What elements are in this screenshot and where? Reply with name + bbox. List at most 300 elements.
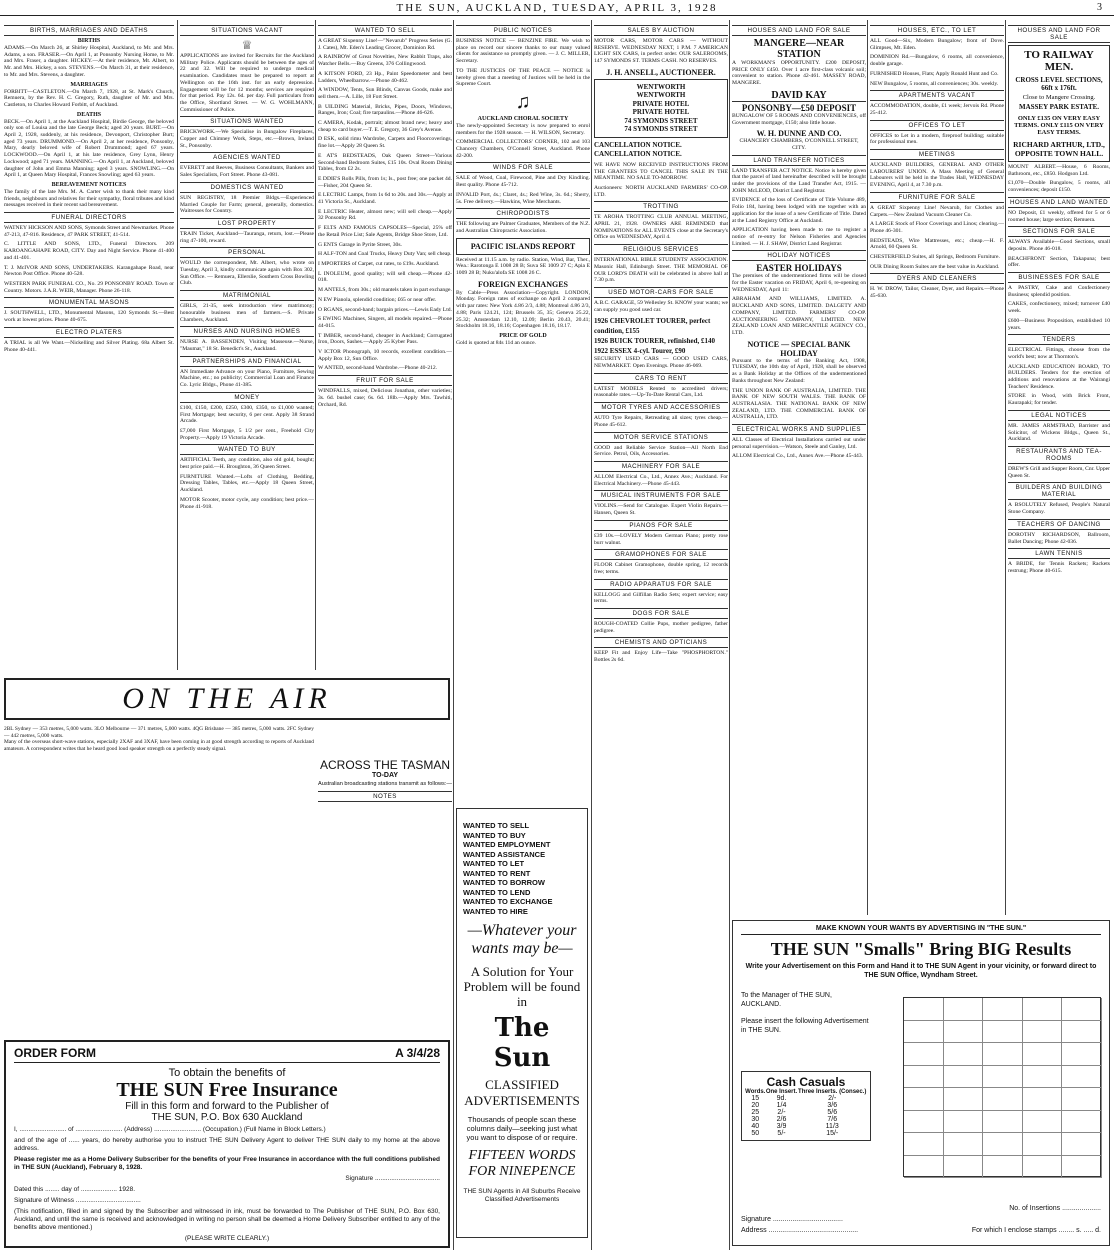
cash-cell: 7/6: [827, 1116, 838, 1123]
ad-text: ABRAHAM AND WILLIAMS, LIMITED. A. BUCKLAND AND SONS, LIMITED. DALGETY AND COMPANY, LIMITED. FARMERS' CO-OP. AUCTIONEERING COMPANY, LIMITED. NEW ZEALAND LOAN AND MERCANTILE AGENCY CO., LTD.: [732, 296, 866, 336]
wanted-item: WANTED EMPLOYMENT: [463, 840, 551, 849]
classified-ad: I MPORTERS of Carpet, cut rates, to £19s. Auckland.: [318, 260, 440, 267]
wentworth-line: PRIVATE HOTEL: [632, 108, 690, 117]
word-cell[interactable]: [944, 1133, 984, 1156]
word-cell[interactable]: [944, 998, 984, 1021]
classified-ad: S EWING Machines, Singers, all models repaired.—Phone 44-015.: [318, 316, 452, 329]
wanted-item: WANTED TO RENT: [463, 868, 531, 878]
masthead-title: THE SUN, AUCKLAND, TUESDAY, APRIL 3, 1928: [396, 2, 718, 14]
ad-text: AUCKLAND EDUCATION BOARD, TO BUILDERS. Tenders for the erection of additions and renovations at the Wairangi Teachers' Residence.: [1008, 363, 1110, 390]
smalls-make: MAKE KNOWN YOUR WANTS BY ADVERTISING IN "THE SUN.": [741, 925, 1101, 935]
smalls-to: To the Manager of THE SUN, AUCKLAND.: [741, 992, 832, 1008]
word-cell[interactable]: [904, 1156, 944, 1179]
sun-smalls-form: [732, 920, 1110, 1246]
ad-price: ONLY £135 ON VERY EASY TERMS. ONLY £115 ON VERY EASY TERMS.: [1014, 115, 1104, 136]
word-cell[interactable]: [904, 1088, 944, 1111]
ad-text: FURNISHED Houses, Flats; Apply Ronald Hunt and Co.: [870, 70, 999, 77]
section-head: TENDERS: [1008, 334, 1110, 345]
sub-head: DEATHS: [76, 111, 102, 118]
ad-text: NO Deposit, £1 weekly, offered for 5 or 6 roomed house; large section; Remuera.: [1008, 209, 1110, 223]
car-listing: 1926 CHEVROLET TOURER, perfect condition, £155: [594, 317, 711, 336]
ad-text: C. LITTLE AND SONS, LTD., Funeral Directors. 209 KAROANGAHAPE ROAD, CITY. Day and Night Service. Phone 41-400 and 41-401.: [4, 241, 174, 261]
address-row: [741, 1225, 1101, 1236]
section-head: PARTNERSHIPS AND FINANCIAL: [180, 356, 314, 367]
word-cell[interactable]: [1023, 1021, 1063, 1044]
column-rule: [177, 20, 178, 670]
section-head: SALES BY AUCTION: [594, 25, 728, 36]
word-cell[interactable]: [1062, 1043, 1102, 1066]
column-rule: [591, 20, 592, 1250]
column-2: [180, 22, 314, 674]
wanted-item: WANTED ASSISTANCE: [463, 849, 546, 859]
section-head: RADIO APPARATUS FOR SALE: [594, 579, 728, 590]
word-cell[interactable]: [944, 1111, 984, 1134]
order-line: THE SUN, P.O. Box 630 Auckland: [151, 1112, 303, 1123]
signature-field[interactable]: Signature ....................................: [741, 1216, 843, 1223]
word-cell[interactable]: [1023, 1088, 1063, 1111]
crest-icon: ♕: [241, 38, 253, 52]
word-cell[interactable]: [904, 1066, 944, 1089]
section-head: ELECTRICAL WORKS AND SUPPLIES: [732, 424, 866, 435]
column-7: [870, 22, 1004, 917]
section-head: MACHINERY FOR SALE: [594, 461, 728, 472]
cash-cell: 20: [751, 1102, 760, 1109]
estate-name: MASSEY PARK ESTATE.: [1018, 103, 1100, 111]
cash-cell: 11/3: [825, 1123, 839, 1130]
classified-ad: E DDIE'S Rolls Pills, from 1s; Is., post free; one packet 4d.—Fisher, 204 Queen St.: [318, 175, 452, 189]
ad-text: H. W. DROW, Tailor, Cleaner, Dyer, and Repairs.—Phone 45-630.: [870, 286, 1004, 300]
word-cell[interactable]: [1062, 1156, 1102, 1179]
classified-ad: N EW Pianola, splendid condition; £65 or near offer.: [318, 296, 437, 303]
section-head: HOUSES, ETC., TO LET: [870, 25, 1004, 36]
section-head: AGENCIES WANTED: [180, 152, 314, 163]
ad-text: THE UNION BANK OF AUSTRALIA, LIMITED. THE BANK OF NEW SOUTH WALES. THE BANK OF AUSTRALASIA. THE NATIONAL BANK OF NEW ZEALAND, LTD. THE COMMERCIAL BANK OF AUSTRALIA, LTD.: [732, 387, 866, 421]
wanted-item: WANTED TO LEND: [463, 887, 531, 897]
classified-ad: A WINDOW, Tents, Sun Blinds, Canvas Goods, make and sell them.—A. Lille, 18 Fort Street.: [318, 87, 452, 100]
wentworth-line: PRIVATE HOTEL: [632, 99, 690, 108]
ad-title: NOTICE — SPECIAL BANK HOLIDAY: [747, 339, 851, 358]
wanted-item: WANTED TO HIRE: [463, 906, 528, 916]
ad-text: DREW'S Grill and Supper Room, Cnr. Upper Queen St.: [1008, 465, 1110, 479]
order-clearly: (PLEASE WRITE CLEARLY.): [184, 1235, 270, 1242]
section-head: MOTOR SERVICE STATIONS: [594, 432, 728, 443]
tasman-intro: Australian broadcasting stations transmit as follows:—: [318, 781, 452, 787]
notice-text: BECK.—On April 1, at the Auckland Hospital, Birdie George, the beloved only son of Louisa and the late George Beck; aged 20 years. BURT.—On April 2, 1928, suddenly, at his residence, Devonport, Christopher Burt; aged 73 years. DRUMMOND.—On April 2, at her residence, Ponsonby, Mary, dearly beloved wife of Robert Drummond; aged 67 years. LOCKWOOD.—On April 1, at his late residence, Grey Lynn, Henry Lockwood; aged 71 years. MANNING.—On April 1, at Auckland, beloved daughter of John and Emma Manning; aged 3 years. SNOWLING.—On April 1, at Queen Mary Hospital, Frances Snowling; aged 63 years.: [4, 118, 174, 179]
sub-head: BEREAVEMENT NOTICES: [51, 181, 127, 188]
section-head: HOLIDAY NOTICES: [732, 250, 866, 261]
cash-casuals: [741, 1071, 871, 1141]
radio-text: [4, 726, 314, 753]
ad-text: ALLOM Electrical Co., Ltd., Annex Ave.; Auckland. For Electrical Machinery.—Phone 45-443.: [594, 473, 728, 487]
ad-text: J. SOUTHWELL, LTD., Monumental Masons, 120 Symonds St.—Best work at lowest prices. Phone 40-675.: [4, 310, 174, 324]
word-cell[interactable]: [983, 1088, 1023, 1111]
ad-text: CAKES, confectionery, mixed; turnover £40 week.: [1008, 301, 1110, 315]
cash-cell: 2/-: [777, 1109, 786, 1116]
ad-text: The newly-appointed Secretary is now prepared to enrol members for the 1928 season. — H. WILSON, Secretary.: [456, 122, 590, 136]
ad-text: FLOOR Cabinet Gramophone, double spring, 12 records free; terms.: [594, 562, 728, 575]
ad-text: SUN REGISTRY, 18 Premier Bldgs.—Experienced Married Couple for Farm; general, generally, domestics. Waitresses for Country.: [180, 194, 314, 215]
section-head: WANTED TO BUY: [180, 444, 314, 455]
tasman-text: 2BL Sydney — 353 metres, 5,000 watts. 3LO Melbourne — 371 metres, 5,000 watts. 4QG Brisbane — 385 metres, 5,000 watts. 2FC Sydney — 442 metres, 5,000 watts.: [4, 726, 314, 739]
ad-text: ALL Classes of Electrical Installations carried out under personal supervision.—Watson, Steele and Ganley, Ltd.: [732, 437, 866, 450]
word-cell[interactable]: [904, 1133, 944, 1156]
ad-text: ELECTRICAL Fittings, choose from the world's best; now at Thornton's.: [1008, 347, 1110, 360]
word-cell[interactable]: [983, 1021, 1023, 1044]
ad-text: T. J. McIVOR AND SONS, UNDERTAKERS. Karangahape Road, near Newton Post Office. Phone 40-528.: [4, 264, 174, 278]
word-cell[interactable]: [1023, 1156, 1063, 1179]
classified-ad: L INOLEUM, good quality; will sell cheap.—Phone 42-018.: [318, 270, 452, 284]
order-line: Fill in this form and forward to the Publisher of: [125, 1101, 329, 1112]
word-cell[interactable]: [1062, 1066, 1102, 1089]
ad-text: LAND TRANSFER ACT NOTICE. Notice is hereby given that the parcel of land hereinafter described will be brought under the provisions of the Land Transfer Act, 1915. — JOHN McLEOD, District Land Registrar.: [732, 167, 866, 194]
order-please: Please register me as a Home Delivery Subscriber for the benefits of your Free Insurance in accordance with the full conditions published in THE SUN (Auckland), February 8, 1928.: [14, 1156, 440, 1171]
section-head: HOUSES AND LAND FOR SALE: [732, 25, 866, 36]
ad-text: Pursuant to the terms of the Banking Act, 1908, TUESDAY, the 10th day of April, 1928, shall be observed as a Bank Holiday at the Offices of the undermentioned Banks throughout New Zealand:: [732, 357, 866, 384]
section-head: BIRTHS, MARRIAGES AND DEATHS: [4, 25, 174, 36]
classified-ad: E AT'S BEDSTEADS, Oak Queen Street—Various Second-hand Bedroom Suites, £15 10s. Oval Room Dining Tables, from £2 2s.: [318, 152, 452, 173]
order-form-label: ORDER FORM: [14, 1046, 96, 1060]
wentworth-line: 74 SYMONDS STREET: [624, 125, 698, 134]
word-cell[interactable]: [904, 998, 944, 1021]
cash-row: [745, 1102, 867, 1109]
enclose-field[interactable]: For which I enclose stamps ........ s. ..... d.: [971, 1227, 1101, 1234]
word-cell[interactable]: [1023, 1133, 1063, 1156]
word-cell[interactable]: [1062, 1133, 1102, 1156]
classified-ad: E LECTRIC Lamps, from 1s 6d to 20s. and 30s.—Apply at 41 Victoria St., Auckland.: [318, 192, 452, 206]
ad-text: WE HAVE NOW RECEIVED INSTRUCTIONS FROM THE GRANTEES TO CANCEL THIS SALE IN THE MEANTIME. NO SALE TO-MORROW.: [594, 161, 728, 182]
word-cell[interactable]: [983, 1111, 1023, 1134]
ad-text: ACCOMMODATION, double, £1 week; Jervois Rd. Phone 25-412.: [870, 103, 1004, 116]
ad-text: WATNEY HICKSON AND SONS, Symonds Street and Newmarket. Phone 47-213, 47-816. Residence, 47 PARK STREET, 41-514.: [4, 225, 174, 238]
ad-text: £7,000 First Mortgage, 5 1/2 per cent., Freehold City Property.—Apply 19 Victoria Arcade.: [180, 427, 314, 441]
cash-title: Cash Casuals: [766, 1075, 846, 1089]
used-cars-list: [594, 316, 728, 356]
order-note: (This notification, filled in and signed by the Subscriber and witnessed in ink, must be forwarded to The Publisher of THE SUN, P.O. Box 630, Auckland, and until the same is received and acknowledged in writing no person shall be deemed a Home Delivery Subscriber entitled to any of the benefits above mentioned.): [14, 1208, 440, 1231]
railway-men-ad: [1008, 45, 1110, 162]
section-head: SITUATIONS WANTED: [180, 116, 314, 127]
column-5: [594, 22, 728, 1247]
section-head: CARS TO RENT: [594, 373, 728, 384]
wanted-item: WANTED TO BORROW: [463, 878, 545, 887]
word-cell[interactable]: [1062, 1111, 1102, 1134]
wanted-item: WANTED TO SELL: [463, 821, 530, 830]
solution-line: A Solution for Your Problem will be found in: [463, 964, 581, 1009]
classified-ad: D ESK, solid rimu Wardrobe, Carpets and Floorcoverings, fine lot.—Apply 28 Queen St.: [318, 136, 452, 150]
column-1: [4, 22, 174, 674]
order-signature[interactable]: Signature ....................................: [345, 1175, 440, 1182]
section-head: NOTES: [318, 791, 452, 802]
cash-col-header: One Insert.: [765, 1089, 798, 1095]
cash-row: [745, 1130, 867, 1137]
section-head: MATRIMONIAL: [180, 290, 314, 301]
ad-text: NEW Bungalow, 5 rooms, all conveniences; 30s. weekly.: [870, 80, 999, 87]
auctioneer: J. H. ANSELL, AUCTIONEER.: [606, 67, 716, 77]
cash-cell: 5/6: [827, 1109, 838, 1116]
order-big-title: THE SUN Free Insurance: [116, 1079, 338, 1101]
cash-cell: 30: [751, 1116, 760, 1123]
cash-cell: 15: [751, 1095, 760, 1102]
cash-cell: 2/6: [776, 1116, 787, 1123]
section-head: USED MOTOR-CARS FOR SALE: [594, 287, 728, 298]
cash-row: [745, 1095, 867, 1102]
section-head: LEGAL NOTICES: [1008, 410, 1110, 421]
address-field[interactable]: Address ..............................................: [741, 1227, 859, 1234]
ad-text: STORE in Wood, with Brick Front, Kaurapaki; for tender.: [1008, 393, 1110, 407]
agent-address: CHANCERY CHAMBERS, O'CONNELL STREET, CITY.: [739, 138, 859, 151]
word-cell[interactable]: [1023, 998, 1063, 1021]
wentworth-line: 74 SYMONDS STREET: [624, 116, 698, 125]
ad-text: ALWAYS Available—Good Sections, small deposits. Phone 46-018.: [1008, 239, 1110, 252]
cash-cell: 3/9: [776, 1123, 787, 1130]
section-head: ELECTRO PLATERS: [4, 327, 174, 338]
section-head: SITUATIONS VACANT: [180, 25, 314, 36]
ad-text: ALLOM Electrical Co., Ltd., Annex Ave.—Phone 45-443.: [732, 453, 864, 460]
ad-text: ALL Good—Six, Modern Bungalow; front of Dove. Glimpses, Mt. Eden.: [870, 38, 1004, 51]
notes-text: Many of the overseas short-wave stations, especially 2XAF and 3XAF, have been coming in at good strength according to reports of Auckland amateurs. A correspondent writes that he heard good loud speaker strength on a perfectly steady signal.: [4, 739, 314, 753]
section-head: TROTTING: [594, 201, 728, 212]
ad-text: INVALID Port, 4s.; Claret, 4s.; Red Wine, 3s. 6d.; Sherry, 5s. Free delivery.—Hawkins, Wine Merchants.: [456, 191, 590, 205]
word-cell[interactable]: [904, 1021, 944, 1044]
column-rule: [867, 20, 868, 915]
whatever-line: —Whatever your wants may be—: [467, 922, 577, 957]
sub-head: AUCKLAND CHORAL SOCIETY: [477, 115, 569, 122]
cancellation-notice: [594, 141, 728, 159]
column-rule: [315, 20, 316, 670]
ad-text: A GREAT Sixpenny Line! Nevarub, for Clothes and Carpets.—New Zealand Vacuum Cleaner Co.: [870, 204, 1004, 218]
ad-text: A.B.C. GARAGE, 59 Wellesley St. KNOW your wants; we can supply you good used car.: [594, 299, 728, 313]
choral-emblem-icon: ♫: [515, 90, 531, 113]
masthead: [0, 0, 1114, 16]
page-number: 3: [1097, 2, 1102, 13]
classified-line: CLASSIFIED ADVERTISEMENTS: [464, 1077, 580, 1108]
cash-row: [745, 1109, 867, 1116]
wanted-item: WANTED TO BUY: [463, 830, 526, 840]
classified-ad: H ALF-TON and Coal Trucks, Heavy Duty Van; sell cheap.: [318, 251, 452, 258]
car-listing: 1926 BUICK TOURER, refinished, £140: [594, 337, 715, 346]
column-rule: [729, 20, 730, 1250]
section-head: GRAMOPHONES FOR SALE: [594, 549, 728, 560]
cancel-line: CANCELLATION NOTICE.: [594, 140, 682, 149]
advertisement-grid[interactable]: [903, 997, 1101, 1177]
cash-row: [745, 1123, 867, 1130]
column-6: [732, 22, 866, 917]
section-head: RESTAURANTS AND TEA-ROOMS: [1008, 446, 1110, 464]
ad-text: A PASTRY, Cake and Confectionery Business; splendid position.: [1008, 285, 1110, 298]
classified-ad: G ENTS Garage in Pyrite Street, 30s.: [318, 241, 402, 248]
section-head: MUSICAL INSTRUMENTS FOR SALE: [594, 490, 728, 501]
word-cell[interactable]: [944, 1088, 984, 1111]
section-head: PIANOS FOR SALE: [594, 520, 728, 531]
ad-text: BEACHFRONT Section, Takapuna; best offer.: [1008, 255, 1110, 269]
ad-text: AN Immediate Advance on your Piano, Furniture, Sewing Machine, etc.; no publicity; Commercial Loan and Finance Co. Lyric Bldgs., Phone 41-385.: [180, 368, 314, 389]
tasman-title: ACROSS THE TASMAN: [319, 758, 451, 772]
ad-text: Auctioneers: NORTH AUCKLAND FARMERS' CO-OP. LTD.: [594, 184, 728, 198]
ad-text: MR. JAMES ARMSTRAD, Barrister and Solicitor, of Wickens Bldgs., Queen St., Auckland.: [1008, 422, 1110, 443]
fifteen-words: FIFTEEN WORDS FOR NINEPENCE: [468, 1148, 576, 1179]
ad-title: MANGERE—NEAR STATION: [753, 38, 845, 60]
ad-text: A TRIAL is all We Want.—Nickelling and Silver Plating. 68a Albert St. Phone 40-441.: [4, 339, 174, 353]
sub-head: MARRIAGES: [70, 81, 108, 88]
ad-text: OUR Dining Room Suites are the best value in Auckland.: [870, 263, 1000, 270]
wentworth-line: WENTWORTH: [636, 82, 686, 91]
cash-cell: 15/-: [826, 1130, 839, 1137]
cash-cell: 1/4: [776, 1102, 787, 1109]
column-4: [456, 22, 590, 802]
ad-text: OFFICES to Let in a modern, fireproof building; suitable for professional men.: [870, 132, 1004, 146]
ad-text: WESTERN PARK FUNERAL CO., No. 29 PONSONBY ROAD. Town or Country. Motors. J.A.R. WEIR, Manager. Phone 26-118.: [4, 280, 174, 294]
ad-title: EASTER HOLIDAYS: [756, 263, 842, 274]
wanted-item: WANTED TO LET: [463, 859, 525, 868]
section-head: PUBLIC NOTICES: [456, 25, 590, 36]
ad-text: SECURITY USED CARS — GOOD USED CARS, NEWMARKET. Open Evenings. Phone 46-069.: [594, 356, 728, 370]
section-head: CHEMISTS AND OPTICIANS: [594, 637, 728, 648]
ad-text: AUCKLAND BUILDERS, GENERAL AND OTHER LABOURERS' UNION. A Mass Meeting of General Labourers will be held in the Trades Hall, WEDNESDAY EVENING, April 4, at 7.30 p.m.: [870, 162, 1004, 189]
ad-text: £1,070—Double Bungalow, 5 rooms, all conveniences; deposit £150.: [1008, 180, 1110, 194]
wanted-item: WANTED TO EXCHANGE: [463, 897, 553, 906]
section-head: WANTED TO SELL: [318, 25, 452, 36]
section-head: LOST PROPERTY: [180, 218, 314, 229]
pacific-report: [456, 238, 590, 255]
classified-ad: A RAINBOW of Great Novelties, New Rabbit Traps, also Watcher Bells.—Buy Greens, 376 Collingwood.: [318, 54, 452, 68]
classified-ad: O RGANS, second-hand; bargain prices.—Lewis Eady Ltd.: [318, 306, 452, 313]
ad-text: CHESTERFIELD Suites, all Springs, Bedroom Furniture.: [870, 254, 1000, 261]
classified-ad: E LECTRIC Heater, almost new; will sell cheap.—Apply 32 Ponsonby Rd.: [318, 208, 452, 222]
ad-text: DOMINION Rd.—Bungalow, 6 rooms, all convenience, double garage.: [870, 54, 1004, 68]
word-cell[interactable]: [983, 998, 1023, 1021]
ad-text: A LARGE Stock of Floor Coverings and Linos; clearing.—Phone 46-301.: [870, 221, 1004, 234]
smalls-please: Please insert the following Advertisement in THE SUN.: [741, 1018, 869, 1034]
word-cell[interactable]: [1023, 1066, 1063, 1089]
word-cell[interactable]: [983, 1156, 1023, 1179]
ad-text: WOULD the correspondent, Mt. Albert, who wrote on Tuesday, April 3, kindly communicate again with Box 302, Sun Office. — Remuera, Ellerslie, Southern Cross Bowling Club.: [180, 260, 314, 287]
sun-logo: The Sun: [493, 1013, 551, 1073]
car-listing: 1922 ESSEX 4-cyl. Tourer, £90: [594, 347, 686, 356]
ad-text: GOOD and Reliable Service Station—All North End Service. Petrol, Oils, Accessories.: [594, 444, 728, 458]
ad-text: The premises of the undermentioned firms will be closed for the Easter vacation on FRIDAY, April 6, re-opening on WEDNESDAY, April 11:: [732, 273, 866, 293]
word-cell[interactable]: [983, 1043, 1023, 1066]
section-head: TEACHERS OF DANCING: [1008, 519, 1110, 530]
section-head: CHIROPODISTS: [456, 208, 590, 219]
sun-classified-ad: [456, 808, 588, 1238]
section-head: MONUMENTAL MASONS: [4, 297, 174, 308]
ad-text: COMMERCIAL COLLECTORS' CORNER, 102 and 103 Chancery Chambers, O'Connell Street, Auckland. Phone 42-200.: [456, 139, 590, 159]
smalls-footer: [741, 1203, 1101, 1236]
section-head: FURNITURE FOR SALE: [870, 192, 1004, 203]
ad-text: KELLOGG and Gilfillan Radio Sets; expert service; easy terms.: [594, 591, 728, 605]
word-cell[interactable]: [904, 1043, 944, 1066]
cash-cell: 25: [751, 1109, 760, 1116]
section-head: FRUIT FOR SALE: [318, 375, 452, 386]
word-cell[interactable]: [944, 1043, 984, 1066]
classified-ad: C AMERA, Kodak, portrait; almost brand new; heavy and cheap to card buyer.—T. E. Gregory, 36 Grey's Avenue.: [318, 120, 452, 133]
ad-text: APPLICATION having been made to me to register a notice of re-entry for Nelson Fisheries and Agencies Limited. — H. J. SHAW, District Land Registrar.: [732, 227, 866, 247]
ad-text: £100, £150, £200, £250, £300, £350, to £1,000 wanted; First Mortgage; best security, 6 per cent. Apply 38 Strand Arcade.: [180, 404, 314, 425]
pacific-text: Received at 11.15 a.m. by radio. Station, Wind, Bar, Ther., Wea.: Rarotonga E 1008 28 B; Suva SE 1009 27 C; Apia E 1009 28 B; Nuku'alofa SE 1008 26 C.: [456, 256, 590, 277]
order-fields[interactable]: I, .......................... of .......................... (Address) .......................... (Occupation.) (Full Name in Block Letters.): [14, 1126, 326, 1133]
cash-cell: 2/-: [828, 1095, 837, 1102]
ad-text: THE following are Palmer Graduates, Members of the N.Z. and Australian Chiropractic Association.: [456, 221, 590, 234]
section-head: BUILDERS AND BUILDING MATERIAL: [1008, 482, 1110, 500]
ad-text: FURNITURE Wanted.—Lofts of Clothing, Bedding, Dressing Tables, Tables, etc.—Apply 18 Queen Street, Auckland.: [180, 473, 314, 494]
order-form: [4, 1040, 450, 1248]
smalls-addressee: [741, 991, 871, 1035]
insertions-field[interactable]: No. of Insertions ....................: [1009, 1205, 1101, 1212]
ad-text: AUTO Tyre Repairs, Retreading all sizes; tyres cheap.—Phone 45-612.: [594, 415, 728, 428]
word-cell[interactable]: [983, 1066, 1023, 1089]
order-dated[interactable]: Dated this ........ day of .................... 1928.: [14, 1186, 136, 1193]
word-cell[interactable]: [944, 1066, 984, 1089]
section-head: DOMESTICS WANTED: [180, 182, 314, 193]
ad-text: BEDSTEADS, Wire Mattresses, etc.; cheap.—H. F. Arnold, 60 Queen St.: [870, 237, 1004, 251]
ad-text: MOTOR CARS, MOTOR CARS — WITHOUT RESERVE. WEDNESDAY NEXT, 1 P.M. 7 AMERICAN LIGHT SIX CARS, in perfect order. OUR SALEROOMS, 147 SYMONDS ST. TERMS CASH. NO RESERVES.: [594, 38, 728, 65]
section-head: NURSES AND NURSING HOMES: [180, 326, 314, 337]
ad-text: A BRIDE, for Tennis Rackets; Rackets restrung; Phone 40-615.: [1008, 561, 1110, 574]
section-head: SECTIONS FOR SALE: [1008, 226, 1110, 237]
cash-body: [745, 1095, 867, 1137]
forex-title: FOREIGN EXCHANGES: [477, 279, 568, 289]
gold-text: Gold is quoted at 84s 11d an ounce.: [456, 339, 536, 346]
word-cell[interactable]: [904, 1111, 944, 1134]
word-cell[interactable]: [1062, 998, 1102, 1021]
wentworth-ad: [594, 79, 728, 138]
word-cell[interactable]: [1062, 1088, 1102, 1111]
section-head: MEETINGS: [870, 149, 1004, 160]
word-cell[interactable]: [944, 1021, 984, 1044]
ad-text: MOUNT ALBERT.—House, 6 Rooms, Bathroom, etc., £850. Hodgson Ltd.: [1008, 164, 1110, 177]
section-head: HOUSES AND LAND FOR SALE: [1008, 25, 1110, 43]
column-rule: [453, 20, 454, 1250]
ad-text: ROUGH-COATED Collie Pups, mother pedigree, father pedigree.: [594, 621, 728, 634]
column-rule: [1005, 20, 1006, 915]
column-8: [1008, 22, 1110, 917]
section-head: FUNERAL DIRECTORS: [4, 212, 174, 223]
notice-text: The family of the late Mrs. M. A. Carter wish to thank their many kind friends, neighbours and relatives for their sympathy, floral tributes and kind messages received in their recent sad bereavement.: [4, 188, 174, 209]
ad-text: BUNGALOW OF 5 ROOMS AND CONVENIENCES, off Government mortgage, £150; also little house.: [732, 112, 866, 126]
ad-text: TE AROHA TROTTING CLUB ANNUAL MEETING, APRIL 21, 1928. OWNERS ARE REMINDED that NOMINATIONS for ALL EVENTS close at the Secretary's Office on WEDNESDAY, April 4.: [594, 214, 728, 241]
order-form-header: [14, 1046, 440, 1063]
cash-table: [745, 1089, 867, 1137]
word-cell[interactable]: [1023, 1043, 1063, 1066]
word-cell[interactable]: [983, 1133, 1023, 1156]
ad-text: MOTOR Scooter, motor cycle, any condition; best price.—Phone 41-918.: [180, 496, 314, 510]
classified-ad: A KITSON FORD, 23 Hp., Paint Speedometer and best Ladders, Wheelbarrow.—Phone 40-462.: [318, 70, 452, 84]
classified-ad: W ANTED, second-hand Wardrobe.—Phone 40-212.: [318, 365, 438, 372]
classified-ad: B UILDING Material, Bricks, Pipes, Doors, Windows, Ranges, Iron; Coal; fire tarpaulins.—Phone 46-626.: [318, 103, 452, 117]
across-tasman: [318, 758, 452, 804]
ad-text: BRICKWORK.—We Specialise in Bungalow Fireplaces, Copper and Chimney Work, Steps, etc.—Brown, Ireland St., Ponsonby.: [180, 129, 314, 149]
word-cell[interactable]: [944, 1156, 984, 1179]
ad-line: Close to Mangere Crossing.: [1022, 94, 1096, 101]
section-head: MONEY: [180, 392, 314, 403]
section-head: MOTOR TYRES AND ACCESSORIES: [594, 402, 728, 413]
ad-text: GIRLS, 21-35, seek introduction view matrimony; honourable business men of farmers.—S. Private Chambers, Auckland.: [180, 303, 314, 323]
cash-cell: 50: [751, 1130, 760, 1137]
column-3: [318, 22, 452, 674]
ad-text: NURSE A. BASSENDEN, Visiting Masseuse.—Nurse, "Maumat," 18 St. Benedict's St., Auckland.: [180, 339, 314, 352]
pacific-title: PACIFIC ISLANDS REPORT: [470, 241, 576, 251]
word-cell[interactable]: [1023, 1111, 1063, 1134]
agent-name: DAVID KAY: [771, 89, 827, 101]
word-cell[interactable]: [1062, 1021, 1102, 1044]
ad-text: £39 10s.—LOVELY Modern German Piano; pretty rose burr walnut.: [594, 532, 728, 546]
classified-ad: F ELTS AND FAMOUS CAPSOLES—Special, 25% off the Retail Price List; Sale Agents, Bridge Shoe Store, Ltd.: [318, 225, 452, 238]
ad-text: EVIDENCE of the loss of Certificate of Title Volume 489, Folio 184, having been lodged with me together with an application for the issue of a new Certificate of Title. Dated at the Land Registry Office at Auckland.: [732, 197, 866, 224]
agents-line: THE SUN Agents in All Suburbs Receive Classified Advertisements: [463, 1188, 581, 1203]
order-witness[interactable]: Signature of Witness ....................................: [14, 1197, 141, 1204]
classified-ad: M ANTELS, from 30s.; old mantels taken in part exchange.: [318, 287, 452, 294]
ad-text: £600—Business Proposition, established 10 years.: [1008, 317, 1110, 331]
agent-name: RICHARD ARTHUR, LTD., OPPOSITE TOWN HALL.: [1013, 140, 1105, 158]
